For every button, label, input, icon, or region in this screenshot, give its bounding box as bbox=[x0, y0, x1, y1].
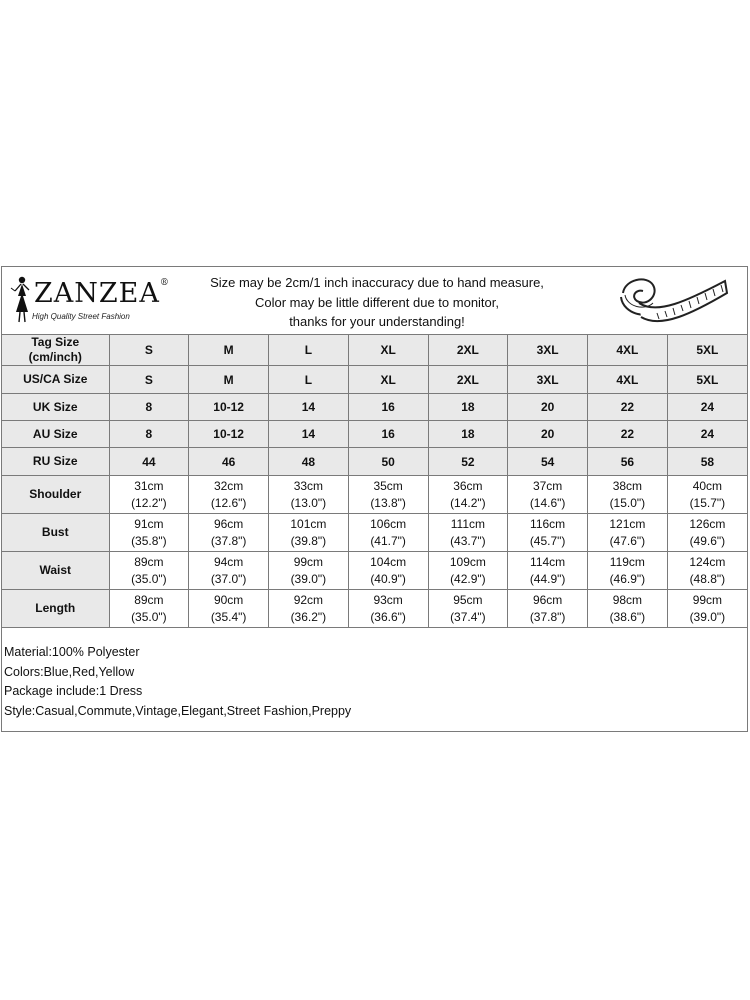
measurement-cell bbox=[109, 590, 189, 628]
brand-logo bbox=[8, 272, 168, 330]
measurement-inch: (35.0") bbox=[131, 609, 167, 624]
measurement-cm: 94cm bbox=[213, 554, 244, 569]
measurement-inch: (15.0") bbox=[609, 495, 646, 510]
measurement-cell bbox=[588, 552, 668, 590]
measurement-inch: (35.8") bbox=[131, 533, 167, 548]
measurement-inch: (37.4") bbox=[450, 609, 486, 624]
measurement-cm: 109cm bbox=[449, 554, 486, 569]
measurement-cell bbox=[189, 552, 269, 590]
size-cell: 10-12 bbox=[189, 421, 269, 448]
row-label: US/CA Size bbox=[2, 366, 109, 394]
size-cell: 18 bbox=[428, 421, 508, 448]
row-label: Bust bbox=[2, 514, 109, 552]
measurement-inch: (42.9") bbox=[450, 571, 486, 586]
measurement-inch: (37.0") bbox=[210, 571, 247, 586]
size-cell: S bbox=[109, 335, 189, 366]
measurement-inch: (39.8") bbox=[290, 533, 327, 548]
size-row bbox=[2, 448, 747, 476]
size-cell: 48 bbox=[269, 448, 349, 476]
measurement-inch: (36.2") bbox=[290, 609, 327, 624]
measurement-cm: 106cm bbox=[370, 516, 407, 531]
measurement-row bbox=[2, 552, 747, 590]
notice-line: Color may be little different due to monitor, bbox=[255, 294, 499, 310]
measurement-cell bbox=[588, 514, 668, 552]
size-cell: M bbox=[189, 366, 269, 394]
measurement-row bbox=[2, 476, 747, 514]
measurement-cell bbox=[508, 476, 588, 514]
row-label: Waist bbox=[2, 552, 109, 590]
size-cell: 22 bbox=[588, 421, 668, 448]
row-label: RU Size bbox=[2, 448, 109, 476]
measurement-cm: 33cm bbox=[293, 478, 324, 493]
measurement-cm: 31cm bbox=[134, 478, 164, 493]
size-cell: 16 bbox=[348, 394, 428, 421]
size-chart bbox=[1, 266, 748, 732]
measurement-inch: (40.9") bbox=[370, 571, 406, 586]
measurement-cell bbox=[428, 476, 508, 514]
measurement-cell bbox=[588, 590, 668, 628]
measurement-cm: 119cm bbox=[609, 554, 645, 569]
measurement-cell bbox=[189, 514, 269, 552]
measurement-inch: (15.7") bbox=[689, 495, 726, 510]
measurement-inch: (36.6") bbox=[370, 609, 406, 624]
size-cell: 20 bbox=[508, 421, 588, 448]
size-cell: 4XL bbox=[588, 366, 668, 394]
measurement-cell bbox=[269, 552, 349, 590]
measurement-cell bbox=[269, 590, 349, 628]
measurement-cell bbox=[667, 552, 747, 590]
brand-name: ZANZEA® bbox=[34, 278, 170, 309]
size-cell: 24 bbox=[667, 394, 747, 421]
notice-line: Size may be 2cm/1 inch inaccuracy due to hand measure, bbox=[210, 275, 544, 290]
size-cell: 3XL bbox=[508, 366, 588, 394]
measurement-inch: (14.6") bbox=[529, 495, 566, 510]
size-cell: 16 bbox=[348, 421, 428, 448]
measurement-inch: (13.0") bbox=[290, 495, 327, 510]
measurement-inch: (12.6") bbox=[210, 495, 247, 510]
size-cell: 8 bbox=[109, 394, 189, 421]
size-row bbox=[2, 335, 747, 366]
measurement-cm: 114cm bbox=[530, 554, 566, 569]
measurement-notice bbox=[182, 273, 572, 332]
size-cell: 54 bbox=[508, 448, 588, 476]
size-cell: 3XL bbox=[508, 335, 588, 366]
measurement-row bbox=[2, 514, 747, 552]
measurement-cm: 121cm bbox=[609, 516, 646, 531]
measurement-cm: 96cm bbox=[213, 516, 244, 531]
measurement-inch: (43.7") bbox=[450, 533, 486, 548]
spec-colors: Colors:Blue,Red,Yellow bbox=[4, 664, 135, 679]
measurement-cell bbox=[588, 476, 668, 514]
measurement-cm: 40cm bbox=[692, 478, 723, 493]
row-label: AU Size bbox=[2, 421, 109, 448]
size-cell: 14 bbox=[269, 421, 349, 448]
measurement-cell bbox=[667, 514, 747, 552]
size-cell: L bbox=[269, 335, 349, 366]
measurement-cm: 38cm bbox=[612, 478, 643, 493]
measurement-cell bbox=[667, 476, 747, 514]
measurement-cm: 99cm bbox=[692, 592, 723, 607]
size-cell: 50 bbox=[348, 448, 428, 476]
measurement-inch: (39.0") bbox=[689, 609, 726, 624]
row-label: UK Size bbox=[2, 394, 109, 421]
measurement-inch: (41.7") bbox=[370, 533, 406, 548]
measurement-cm: 35cm bbox=[373, 478, 403, 493]
size-cell: 10-12 bbox=[189, 394, 269, 421]
size-row bbox=[2, 421, 747, 448]
measurement-cell bbox=[269, 514, 349, 552]
measurement-inch: (47.6") bbox=[609, 533, 646, 548]
measurement-cm: 101cm bbox=[290, 516, 327, 531]
measurement-inch: (44.9") bbox=[529, 571, 566, 586]
notice-line: thanks for your understanding! bbox=[289, 314, 465, 329]
measurement-inch: (48.8") bbox=[689, 571, 726, 586]
measurement-cell bbox=[428, 552, 508, 590]
size-cell: 20 bbox=[508, 394, 588, 421]
measurement-cm: 124cm bbox=[689, 554, 726, 569]
size-cell: S bbox=[109, 366, 189, 394]
measurement-inch: (37.8") bbox=[529, 609, 566, 624]
measurement-cell bbox=[348, 552, 428, 590]
measurement-cell bbox=[109, 514, 189, 552]
measurement-cm: 36cm bbox=[453, 478, 483, 493]
size-cell: 2XL bbox=[428, 335, 508, 366]
measurement-cell bbox=[667, 590, 747, 628]
size-cell: 14 bbox=[269, 394, 349, 421]
measurement-cell bbox=[348, 590, 428, 628]
size-cell: XL bbox=[348, 335, 428, 366]
measurement-cell bbox=[348, 514, 428, 552]
measurement-cell bbox=[189, 476, 269, 514]
measurement-cm: 92cm bbox=[293, 592, 324, 607]
measuring-tape-icon bbox=[617, 271, 729, 331]
size-cell: 46 bbox=[189, 448, 269, 476]
size-cell: M bbox=[189, 335, 269, 366]
size-cell: XL bbox=[348, 366, 428, 394]
measurement-cm: 91cm bbox=[134, 516, 164, 531]
spec-package: Package include:1 Dress bbox=[4, 684, 143, 698]
measurement-cm: 32cm bbox=[213, 478, 244, 493]
measurement-cm: 116cm bbox=[530, 516, 566, 531]
measurement-inch: (45.7") bbox=[529, 533, 566, 548]
size-chart-header bbox=[2, 267, 747, 335]
measurement-cell bbox=[508, 552, 588, 590]
size-row bbox=[2, 394, 747, 421]
measurement-cell bbox=[109, 476, 189, 514]
product-specs bbox=[4, 643, 744, 721]
brand-tagline: High Quality Street Fashion bbox=[32, 312, 130, 321]
size-cell: 8 bbox=[109, 421, 189, 448]
size-cell: 4XL bbox=[588, 335, 668, 366]
measurement-cm: 89cm bbox=[134, 592, 164, 607]
measurement-cm: 37cm bbox=[532, 478, 563, 493]
measurement-cell bbox=[508, 514, 588, 552]
spec-material: Material:100% Polyester bbox=[4, 645, 140, 659]
measurement-cm: 96cm bbox=[532, 592, 563, 607]
measurement-inch: (37.8") bbox=[210, 533, 247, 548]
measurement-cell bbox=[189, 590, 269, 628]
measurement-inch: (46.9") bbox=[609, 571, 646, 586]
measurement-cm: 104cm bbox=[370, 554, 407, 569]
size-cell: 22 bbox=[588, 394, 668, 421]
measurement-cell bbox=[508, 590, 588, 628]
size-cell: 58 bbox=[667, 448, 747, 476]
measurement-cell bbox=[428, 514, 508, 552]
measurement-cm: 95cm bbox=[453, 592, 483, 607]
size-cell: 24 bbox=[667, 421, 747, 448]
size-table bbox=[2, 335, 747, 628]
measurement-inch: (12.2") bbox=[131, 495, 167, 510]
measurement-cm: 89cm bbox=[134, 554, 164, 569]
measurement-inch: (39.0") bbox=[290, 571, 327, 586]
measurement-cell bbox=[109, 552, 189, 590]
row-label: Length bbox=[2, 590, 109, 628]
size-cell: 18 bbox=[428, 394, 508, 421]
measurement-cm: 98cm bbox=[612, 592, 643, 607]
measurement-cm: 126cm bbox=[689, 516, 726, 531]
size-cell: L bbox=[269, 366, 349, 394]
measurement-cm: 90cm bbox=[213, 592, 244, 607]
measurement-row bbox=[2, 590, 747, 628]
measurement-inch: (13.8") bbox=[370, 495, 406, 510]
measurement-inch: (35.4") bbox=[210, 609, 247, 624]
measurement-cm: 111cm bbox=[450, 516, 485, 531]
row-label: Tag Size (cm/inch) bbox=[2, 335, 109, 366]
size-cell: 44 bbox=[109, 448, 189, 476]
measurement-inch: (38.6") bbox=[609, 609, 646, 624]
size-cell: 5XL bbox=[667, 366, 747, 394]
measurement-cm: 99cm bbox=[293, 554, 324, 569]
measurement-inch: (35.0") bbox=[131, 571, 167, 586]
measurement-cell bbox=[269, 476, 349, 514]
size-cell: 52 bbox=[428, 448, 508, 476]
measurement-inch: (49.6") bbox=[689, 533, 726, 548]
row-label: Shoulder bbox=[2, 476, 109, 514]
measurement-cm: 93cm bbox=[373, 592, 403, 607]
spec-style: Style:Casual,Commute,Vintage,Elegant,Street Fashion,Preppy bbox=[4, 703, 352, 718]
measurement-inch: (14.2") bbox=[450, 495, 486, 510]
size-cell: 5XL bbox=[667, 335, 747, 366]
size-cell: 2XL bbox=[428, 366, 508, 394]
size-cell: 56 bbox=[588, 448, 668, 476]
size-row bbox=[2, 366, 747, 394]
measurement-cell bbox=[428, 590, 508, 628]
measurement-cell bbox=[348, 476, 428, 514]
